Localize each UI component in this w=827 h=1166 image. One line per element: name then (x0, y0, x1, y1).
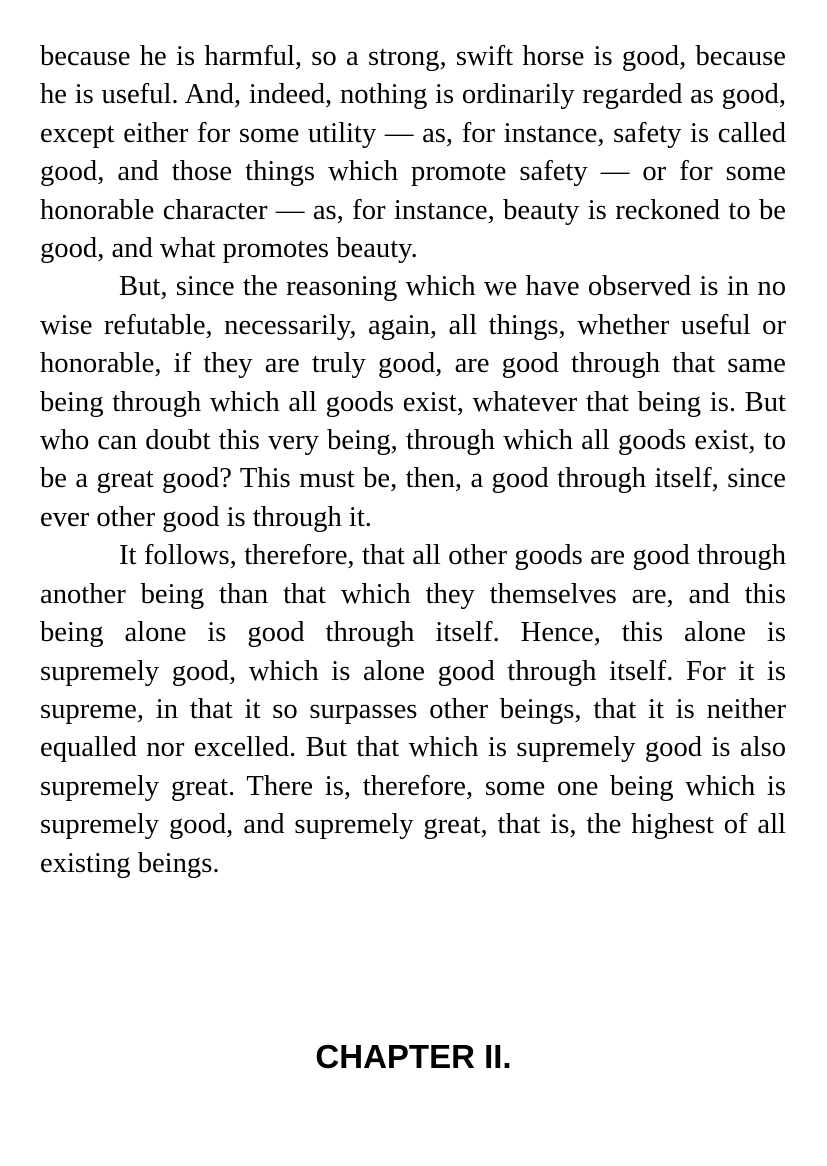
page-body (40, 38, 786, 883)
chapter-heading: CHAPTER II. (315, 1038, 512, 1075)
paragraph-continued: because he is harmful, so a strong, swift horse is good, because he is useful. And, indeed, nothing is ordinarily regarded as good, except either for some utility — as, for instance, safety is called good, and those things which promote safety — or for some honorable character — as, for instance, beauty is reckoned to be good, and what promotes beauty. (40, 41, 786, 265)
paragraph-supreme-good: It follows, therefore, that all other goods are good through another being than that which they themselves are, and this being alone is good through itself. Hence, this alone is supremely good, which is alone good through itself. For it is supreme, in that it so surpasses other beings, that it is neither equalled nor excelled. But that which is supremely good is also supremely great. There is, therefore, some one being which is supremely good, and supremely great, that is, the highest of all existing beings. (40, 540, 786, 879)
paragraph-reasoning: But, since the reasoning which we have observed is in no wise refutable, necessarily, again, all things, whether useful or honorable, if they are truly good, are good through that same being through which all goods exist, whatever that being is. But who can doubt this very being, through which all goods exist, to be a great good? This must be, then, a good through itself, since ever other good is through it. (40, 271, 786, 533)
